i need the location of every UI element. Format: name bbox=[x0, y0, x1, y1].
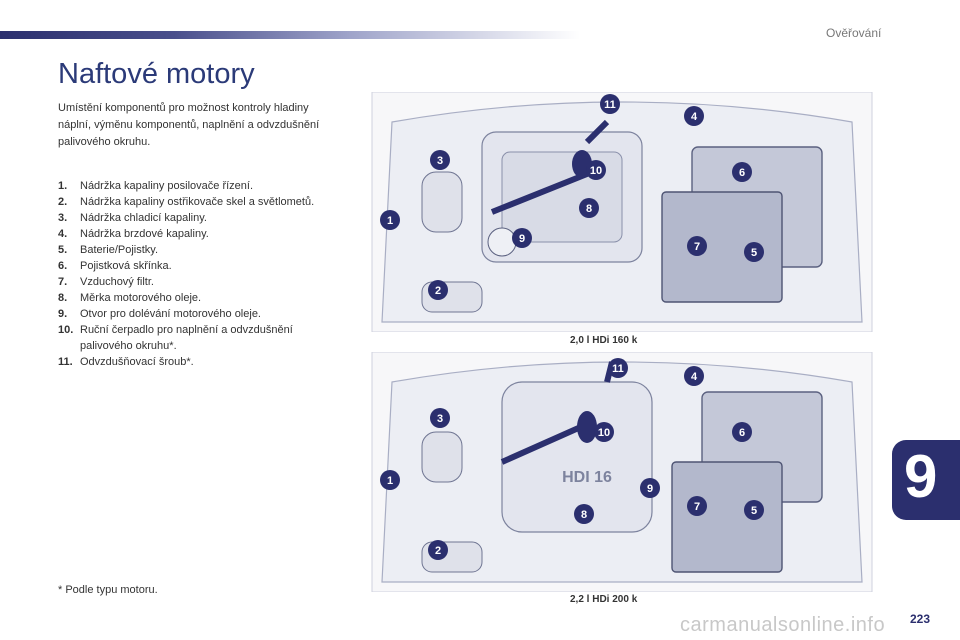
badge-7: 7 bbox=[693, 501, 701, 513]
item-label: Otvor pro dolévání motorového oleje. bbox=[80, 308, 261, 320]
item-label: Vzduchový filtr. bbox=[80, 276, 154, 288]
badge-11: 11 bbox=[604, 99, 616, 111]
item-number: 2. bbox=[58, 196, 68, 208]
list-item bbox=[58, 290, 328, 306]
item-number: 5. bbox=[58, 244, 68, 256]
chapter-number: 9 bbox=[904, 443, 938, 510]
engine-label: HDI 16 bbox=[562, 469, 612, 486]
item-number: 1. bbox=[58, 180, 68, 192]
list-item bbox=[58, 226, 328, 242]
item-label: Baterie/Pojistky. bbox=[80, 244, 159, 256]
engine-diagram-2 bbox=[362, 352, 882, 592]
list-item bbox=[58, 210, 328, 226]
item-number: 6. bbox=[58, 260, 68, 272]
item-label: Měrka motorového oleje. bbox=[80, 292, 202, 304]
badge-7: 7 bbox=[693, 241, 701, 253]
intro-text: Umístění komponentů pro možnost kontroly hladiny náplní, výměnu komponentů, naplnění a odvzdušnění palivového okruhu. bbox=[58, 102, 320, 148]
badge-10: 10 bbox=[597, 427, 611, 439]
badge-11: 11 bbox=[612, 363, 624, 375]
item-number: 8. bbox=[58, 292, 68, 304]
item-number: 11. bbox=[58, 356, 73, 368]
badge-2: 2 bbox=[434, 285, 442, 297]
item-number: 9. bbox=[58, 308, 68, 320]
badge-1: 1 bbox=[386, 215, 394, 227]
badge-5: 5 bbox=[750, 505, 758, 517]
engine-diagram-1 bbox=[362, 92, 882, 332]
badge-6: 6 bbox=[738, 427, 746, 439]
badge-8: 8 bbox=[585, 203, 593, 215]
badge-9: 9 bbox=[646, 483, 654, 495]
item-number: 7. bbox=[58, 276, 68, 288]
diagram-caption-1: 2,0 l HDi 160 k bbox=[570, 335, 638, 346]
page-title: Naftové motory bbox=[58, 58, 255, 90]
page-number: 223 bbox=[910, 612, 931, 626]
list-item bbox=[58, 306, 328, 322]
item-label: Pojistková skřínka. bbox=[80, 260, 172, 272]
badge-3: 3 bbox=[436, 155, 444, 167]
watermark: carmanualsonline.info bbox=[680, 614, 886, 636]
list-item bbox=[58, 194, 328, 210]
badge-9: 9 bbox=[518, 233, 526, 245]
list-item bbox=[58, 178, 328, 194]
badge-8: 8 bbox=[580, 509, 588, 521]
badge-4: 4 bbox=[690, 371, 698, 383]
list-item bbox=[58, 258, 328, 274]
list-item bbox=[58, 242, 328, 258]
list-item bbox=[58, 322, 328, 354]
header-gradient-bar bbox=[0, 31, 580, 39]
badge-3: 3 bbox=[436, 413, 444, 425]
list-item bbox=[58, 274, 328, 290]
item-number: 3. bbox=[58, 212, 68, 224]
diagram-caption-2: 2,2 l HDi 200 k bbox=[570, 594, 638, 605]
section-title: Ověřování bbox=[826, 26, 882, 40]
item-label: Nádržka brzdové kapaliny. bbox=[80, 228, 209, 240]
badge-2: 2 bbox=[434, 545, 442, 557]
footnote: * Podle typu motoru. bbox=[58, 584, 158, 596]
list-item bbox=[58, 354, 328, 370]
item-label: Nádržka kapaliny posilovače řízení. bbox=[80, 180, 254, 192]
chapter-tab bbox=[892, 440, 960, 520]
badge-10: 10 bbox=[589, 165, 603, 177]
badge-1: 1 bbox=[386, 475, 394, 487]
component-list bbox=[58, 178, 328, 370]
badge-4: 4 bbox=[690, 111, 698, 123]
item-label: Ruční čerpadlo pro naplnění a odvzdušnění palivového okruhu*. bbox=[80, 324, 293, 352]
item-label: Odvzdušňovací šroub*. bbox=[80, 356, 194, 368]
item-label: Nádržka chladicí kapaliny. bbox=[80, 212, 207, 224]
badge-6: 6 bbox=[738, 167, 746, 179]
badge-5: 5 bbox=[750, 247, 758, 259]
item-number: 10. bbox=[58, 324, 74, 336]
item-number: 4. bbox=[58, 228, 68, 240]
item-label: Nádržka kapaliny ostřikovače skel a světlometů. bbox=[80, 196, 315, 208]
